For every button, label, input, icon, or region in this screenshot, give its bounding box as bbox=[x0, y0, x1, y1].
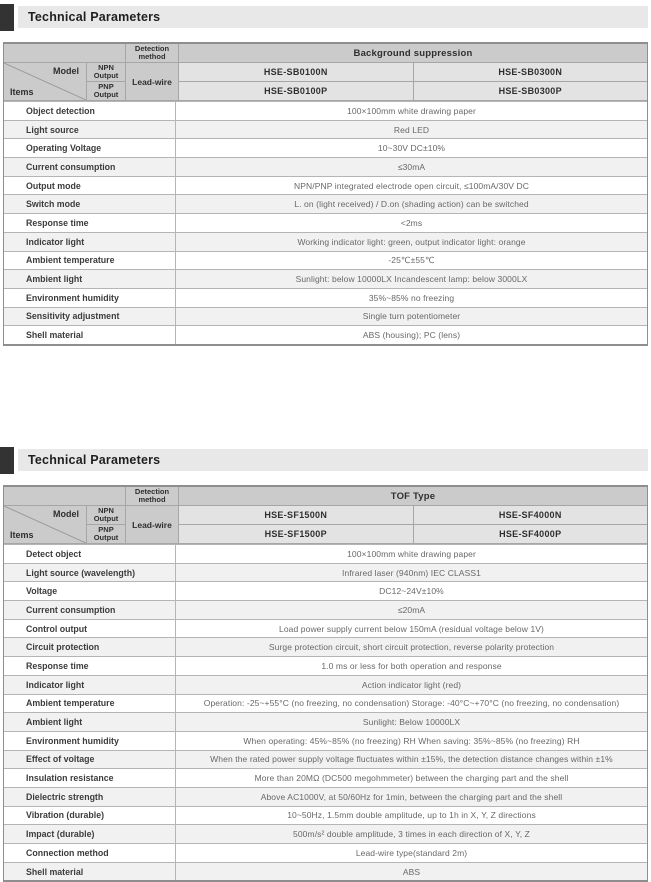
spec-table-body bbox=[4, 544, 647, 880]
row-label: Connection method bbox=[4, 844, 176, 862]
row-value: Working indicator light: green, output indicator light: orange bbox=[297, 236, 526, 247]
row-label: Current consumption bbox=[4, 158, 176, 176]
row-value: DC12~24V±10% bbox=[379, 586, 444, 597]
section-title: Technical Parameters bbox=[28, 453, 161, 467]
table-row bbox=[4, 269, 647, 288]
row-value: When the rated power supply voltage fluctuates within ±15%, the detection distance changes within ±1% bbox=[210, 754, 613, 765]
row-value: Single turn potentiometer bbox=[362, 311, 461, 322]
row-label: Effect of voltage bbox=[4, 751, 176, 769]
header-blank-cell bbox=[4, 44, 125, 62]
table-row bbox=[4, 194, 647, 213]
row-label: Light source bbox=[4, 121, 176, 139]
table-row bbox=[4, 637, 647, 656]
section-title-band bbox=[18, 449, 648, 471]
table-row bbox=[4, 251, 647, 270]
row-value: Sunlight: Below 10000LX bbox=[362, 717, 461, 728]
row-value: 35%~85% no freezing bbox=[368, 292, 455, 303]
table-row bbox=[4, 768, 647, 787]
row-label: Indicator light bbox=[4, 676, 176, 694]
row-label: Environment humidity bbox=[4, 289, 176, 307]
table-row bbox=[4, 619, 647, 638]
model-number-cell: HSE-SF1500N bbox=[179, 506, 413, 524]
table-row bbox=[4, 544, 647, 563]
series-type-header: TOF Type bbox=[179, 487, 647, 505]
row-value: NPN/PNP integrated electrode open circuit, ≤100mA/30V DC bbox=[294, 180, 529, 191]
table-row bbox=[4, 307, 647, 326]
row-label: Light source (wavelength) bbox=[4, 564, 176, 582]
row-label: Dielectric strength bbox=[4, 788, 176, 806]
items-model-diagonal-cell bbox=[4, 63, 86, 100]
table-row bbox=[4, 694, 647, 713]
row-label: Indicator light bbox=[4, 233, 176, 251]
row-value: Operation: -25~+55°C (no freezing, no condensation) Storage: -40°C~+70°C (no freezing, no condensation) bbox=[203, 698, 620, 709]
row-value: Lead-wire type(standard 2m) bbox=[355, 847, 468, 858]
row-value: 1.0 ms or less for both operation and response bbox=[321, 660, 502, 671]
model-number-cell: HSE-SB0100N bbox=[179, 63, 413, 81]
row-label: Ambient light bbox=[4, 270, 176, 288]
row-value: When operating: 45%~85% (no freezing) RH When saving: 35%~85% (no freezing) RH bbox=[243, 735, 580, 746]
row-label: Ambient temperature bbox=[4, 252, 176, 270]
table-row bbox=[4, 750, 647, 769]
row-label: Output mode bbox=[4, 177, 176, 195]
table-row bbox=[4, 712, 647, 731]
section-title-bar bbox=[0, 447, 651, 475]
table-row bbox=[4, 843, 647, 862]
row-value: More than 20MΩ (DC500 megohmmeter) between the charging part and the shell bbox=[254, 773, 569, 784]
row-label: Impact (durable) bbox=[4, 825, 176, 843]
table-row bbox=[4, 138, 647, 157]
row-value: L. on (light received) / D.on (shading action) can be switched bbox=[294, 199, 529, 210]
row-value: ABS bbox=[402, 866, 421, 877]
table-row bbox=[4, 288, 647, 307]
npn-output-header: NPN Output bbox=[87, 506, 125, 524]
table-row bbox=[4, 232, 647, 251]
row-value: Action indicator light (red) bbox=[361, 679, 462, 690]
row-value: <2ms bbox=[400, 217, 423, 228]
row-label: Object detection bbox=[4, 102, 176, 120]
row-label: Shell material bbox=[4, 863, 176, 881]
row-label: Response time bbox=[4, 657, 176, 675]
section-title: Technical Parameters bbox=[28, 10, 161, 24]
row-value: 10~30V DC±10% bbox=[377, 143, 446, 154]
table-row bbox=[4, 675, 647, 694]
row-label: Sensitivity adjustment bbox=[4, 308, 176, 326]
table-row bbox=[4, 806, 647, 825]
row-value: 100×100mm white drawing paper bbox=[347, 105, 476, 116]
row-label: Detect object bbox=[4, 545, 176, 563]
model-number-cell: HSE-SF1500P bbox=[179, 525, 413, 543]
row-value: Sunlight: below 10000LX Incandescent lamp: below 3000LX bbox=[295, 274, 528, 285]
spec-table-header bbox=[4, 487, 647, 544]
row-value: 10~50Hz, 1.5mm double amplitude, up to 1h in X, Y, Z directions bbox=[287, 810, 536, 821]
model-label: Model bbox=[53, 509, 79, 519]
lead-wire-header: Lead-wire bbox=[126, 63, 178, 100]
row-label: Insulation resistance bbox=[4, 769, 176, 787]
row-label: Circuit protection bbox=[4, 638, 176, 656]
row-value: -25℃±55℃ bbox=[388, 254, 435, 265]
detection-method-header: Detection method bbox=[126, 44, 178, 62]
pnp-output-header: PNP Output bbox=[87, 82, 125, 100]
row-value: Surge protection circuit, short circuit protection, reverse polarity protection bbox=[268, 642, 555, 653]
row-label: Current consumption bbox=[4, 601, 176, 619]
spec-table-header bbox=[4, 44, 647, 101]
row-value: ≤20mA bbox=[397, 604, 426, 615]
table-row bbox=[4, 787, 647, 806]
table-row bbox=[4, 731, 647, 750]
lead-wire-header: Lead-wire bbox=[126, 506, 178, 543]
section-tof-type bbox=[0, 447, 651, 877]
row-label: Operating Voltage bbox=[4, 139, 176, 157]
row-value: 500m/s² double amplitude, 3 times in each direction of X, Y, Z bbox=[293, 829, 530, 840]
header-blank-cell bbox=[4, 487, 125, 505]
table-row bbox=[4, 157, 647, 176]
model-label: Model bbox=[53, 66, 79, 76]
spec-table bbox=[3, 42, 648, 346]
row-label: Ambient temperature bbox=[4, 695, 176, 713]
row-value: ≤30mA bbox=[397, 161, 426, 172]
row-label: Ambient light bbox=[4, 713, 176, 731]
model-number-cell: HSE-SB0100P bbox=[179, 82, 413, 100]
title-accent-square bbox=[0, 447, 14, 474]
section-background-suppression bbox=[0, 4, 651, 341]
row-label: Control output bbox=[4, 620, 176, 638]
table-row bbox=[4, 101, 647, 120]
model-number-cell: HSE-SB0300P bbox=[414, 82, 648, 100]
table-row bbox=[4, 600, 647, 619]
row-label: Switch mode bbox=[4, 195, 176, 213]
row-value: 100×100mm white drawing paper bbox=[347, 548, 476, 559]
series-type-header: Background suppression bbox=[179, 44, 647, 62]
row-value: Infrared laser (940nm) IEC CLASS1 bbox=[342, 567, 481, 578]
items-label: Items bbox=[10, 87, 34, 97]
detection-method-header: Detection method bbox=[126, 487, 178, 505]
row-label: Environment humidity bbox=[4, 732, 176, 750]
table-row bbox=[4, 656, 647, 675]
table-row bbox=[4, 176, 647, 195]
row-value: Load power supply current below 150mA (residual voltage below 1V) bbox=[279, 623, 544, 634]
row-label: Response time bbox=[4, 214, 176, 232]
spec-table bbox=[3, 485, 648, 882]
row-value: ABS (housing); PC (lens) bbox=[362, 330, 461, 341]
items-model-diagonal-cell bbox=[4, 506, 86, 543]
row-label: Shell material bbox=[4, 326, 176, 344]
section-title-band bbox=[18, 6, 648, 28]
row-label: Vibration (durable) bbox=[4, 807, 176, 825]
section-title-bar bbox=[0, 4, 651, 32]
table-row bbox=[4, 824, 647, 843]
row-value: Above AC1000V, at 50/60Hz for 1min, between the charging part and the shell bbox=[260, 791, 563, 802]
pnp-output-header: PNP Output bbox=[87, 525, 125, 543]
npn-output-header: NPN Output bbox=[87, 63, 125, 81]
model-number-cell: HSE-SB0300N bbox=[414, 63, 648, 81]
table-row bbox=[4, 581, 647, 600]
row-value: Red LED bbox=[393, 124, 430, 135]
title-accent-square bbox=[0, 4, 14, 31]
row-label: Voltage bbox=[4, 582, 176, 600]
model-number-cell: HSE-SF4000P bbox=[414, 525, 648, 543]
table-row bbox=[4, 325, 647, 344]
table-row bbox=[4, 213, 647, 232]
table-row bbox=[4, 563, 647, 582]
spec-table-body bbox=[4, 101, 647, 344]
table-row bbox=[4, 862, 647, 881]
table-row bbox=[4, 120, 647, 139]
model-number-cell: HSE-SF4000N bbox=[414, 506, 648, 524]
items-label: Items bbox=[10, 530, 34, 540]
